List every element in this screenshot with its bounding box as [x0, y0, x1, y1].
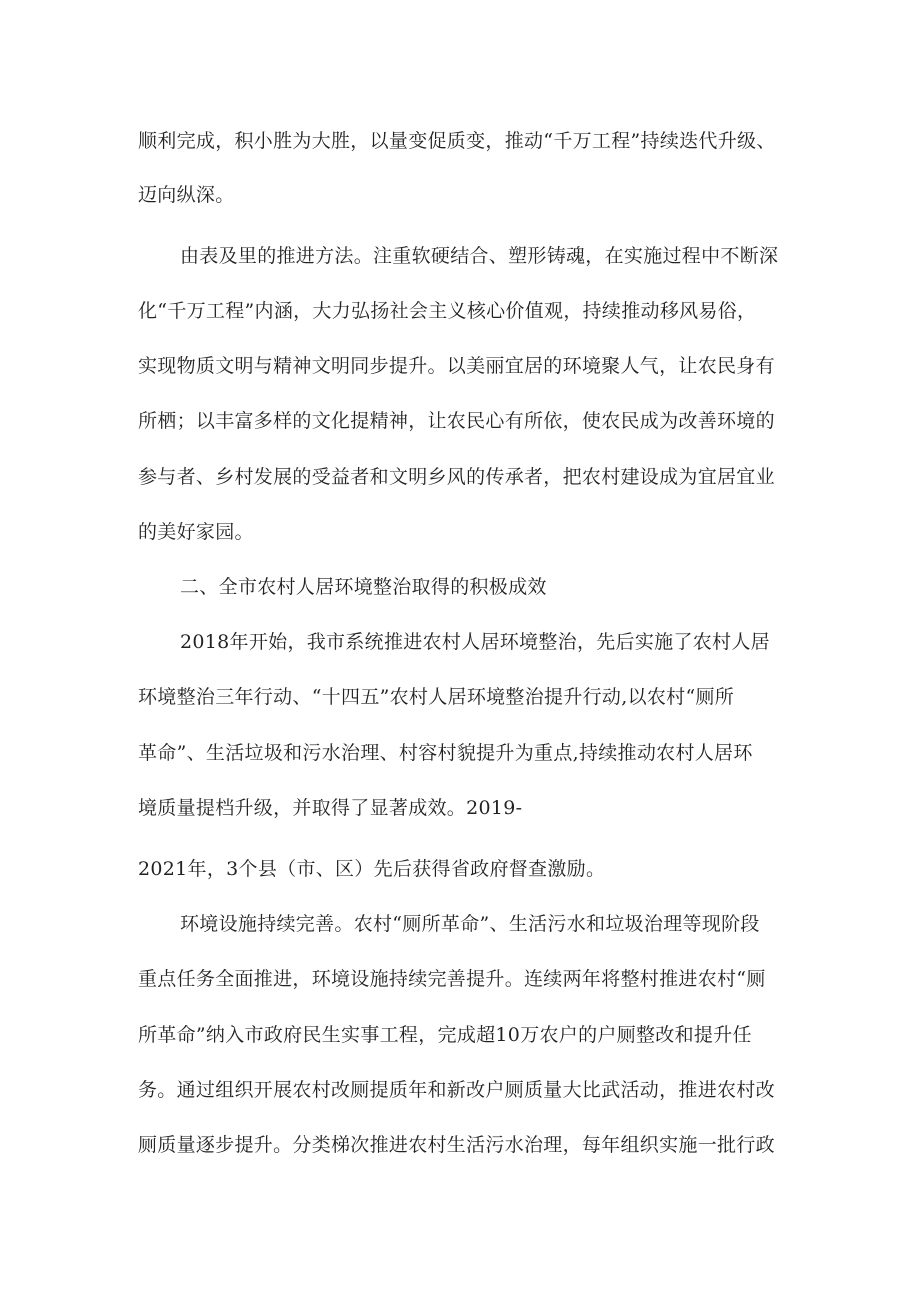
text-line: 所革命”纳入市政府民生实事工程，完成超10万农户的户厕整改和提升任 — [138, 1024, 752, 1046]
text-line: 由表及里的推进方法。注重软硬结合、塑形铸魂，在实施过程中不断深 — [180, 245, 779, 267]
text-line: 重点任务全面推进，环境设施持续完善提升。连续两年将整村推进农村“厕 — [138, 968, 766, 990]
text-line: 实现物质文明与精神文明同步提升。以美丽宜居的环境聚人气，让农民身有 — [138, 355, 775, 377]
text-line: 参与者、乡村发展的受益者和文明乡风的传承者，把农村建设成为宜居宜业 — [138, 466, 775, 488]
text-line: 厕质量逐步提升。分类梯次推进农村生活污水治理，每年组织实施一批行政 — [138, 1134, 775, 1156]
text-line: 革命”、生活垃圾和污水治理、村容村貌提升为重点,持续推动农村人居环 — [138, 742, 753, 764]
text-line: 化“千万工程”内涵，大力弘扬社会主义核心价值观，持续推动移风易俗， — [138, 300, 757, 322]
text-line: 顺利完成，积小胜为大胜，以量变促质变，推动“千万工程”持续迭代升级、 — [138, 130, 776, 152]
text-line: 环境整治三年行动、“十四五”农村人居环境整治提升行动,以农村“厕所 — [138, 686, 735, 708]
text-line: 务。通过组织开展农村改厕提质年和新改户厕质量大比武活动，推进农村改 — [138, 1079, 775, 1101]
text-line: 的美好家园。 — [138, 521, 254, 543]
text-line: 环境设施持续完善。农村“厕所革命”、生活污水和垃圾治理等现阶段 — [180, 913, 760, 935]
section-heading: 二、全市农村人居环境整治取得的积极成效 — [180, 576, 547, 598]
text-line: 迈向纵深。 — [138, 184, 235, 206]
text-line: 所栖；以丰富多样的文化提精神，让农民心有所依，使农民成为改善环境的 — [138, 410, 775, 432]
text-line: 2018年开始，我市系统推进农村人居环境整治，先后实施了农村人居 — [180, 631, 770, 653]
text-line: 2021年，3个县（市、区）先后获得省政府督查激励。 — [138, 858, 606, 880]
text-line: 境质量提档升级，并取得了显著成效。2019- — [138, 797, 523, 819]
